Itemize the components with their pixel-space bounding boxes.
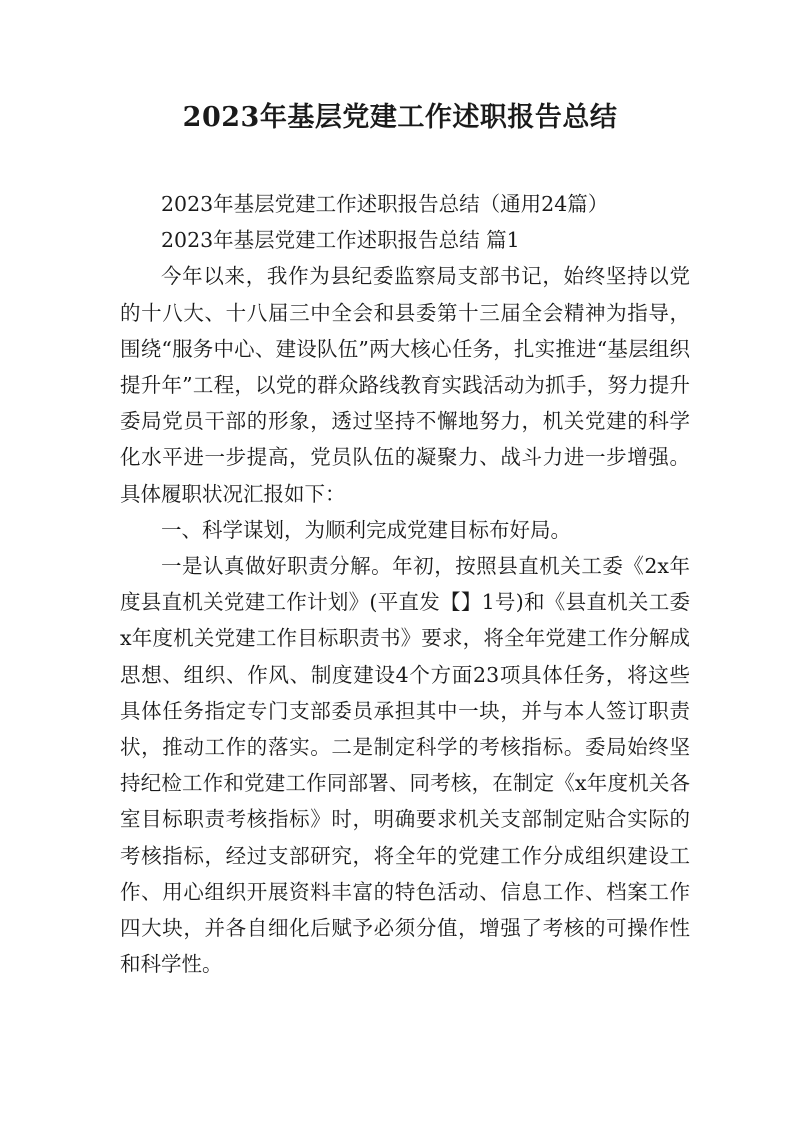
section-point-heading: 一、科学谋划，为顺利完成党建目标布好局。 [161,517,571,542]
document-title: 2023年基层党建工作述职报告总结 [182,102,618,133]
body-paragraph: 一是认真做好职责分解。年初，按照县直机关工委《2x年度县直机关党建工作计划》(平直发【】1号)和《县直机关工委x年度机关党建工作目标职责书》要求，将全年党建工作分解成思想、组织、作风、制度建设4个方面23项具体任务，将这些具体任务指定专门支部委员承担其中一块，并与本人签订职责状，推动工作的落实。二是制定科学的考核指标。委局始终坚持纪检工作和党建工作同部署、同考核，在制定《x年度机关各室目标职责考核指标》时，明确要求机关支部制定贴合实际的考核指标，经过支部研究，将全年的党建工作分成组织建设工作、用心组织开展资料丰富的特色活动、信息工作、档案工作四大块，并各自细化后赋予必须分值，增强了考核的可操作性和科学性。 [120,554,690,977]
document-body [120,186,690,982]
subtitle-paragraph: 2023年基层党建工作述职报告总结（通用24篇） [161,192,609,216]
body-paragraph: 今年以来，我作为县纪委监察局支部书记，始终坚持以党的十八大、十八届三中全会和县委第十三届全会精神为指导，围绕“服务中心、建设队伍”两大核心任务，扎实推进“基层组织提升年”工程，以党的群众路线教育实践活动为抓手，努力提升委局党员干部的形象，透过坚持不懈地努力，机关党建的科学化水平进一步提高，党员队伍的凝聚力、战斗力进一步增强。具体履职状况汇报如下： [120,264,690,506]
section-heading: 2023年基层党建工作述职报告总结 篇1 [161,228,520,253]
